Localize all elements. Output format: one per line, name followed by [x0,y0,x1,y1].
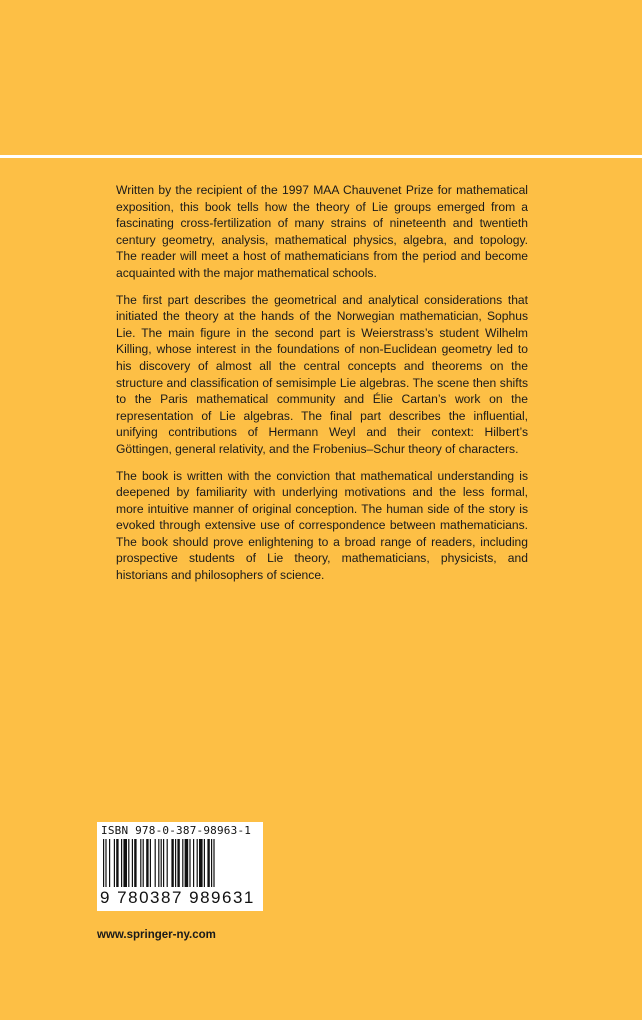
barcode-bar [132,839,133,887]
barcode-bars [101,839,259,887]
blurb-paragraph-2: The first part describes the geometrical and analytical considerations that initiated the theory at the hands of the Norwegian mathematician, Sophus Lie. The main figure in the second part is Weierstrass’s student Wilhelm Killing, whose interest in the foundations of non-Euclidean geometry led to his discovery of almost all the central concepts and theorems on the structure and classification of semisimple Lie algebras. The scene then shifts to the Paris mathematical community and Élie Cartan’s work on the representation of Lie algebras. The final part describes the influential, unifying contributions of Hermann Weyl and their context: Hilbert’s Göttingen, general relativity, and the Frobenius–Schur theory of characters. [116,292,528,456]
barcode-bar [199,839,203,887]
barcode-bar [175,839,176,887]
barcode-bar [163,839,164,887]
barcode-bar [128,839,129,887]
ean-digits: 9 780387 989631 [100,888,255,907]
barcode-bar [213,839,214,887]
barcode-bar [189,839,190,887]
barcode-bar [105,839,106,887]
barcode-bar [123,839,127,887]
barcode-bar [121,839,122,887]
isbn-label: ISBN 978-0-387-98963-1 [101,824,252,837]
barcode-bar [177,839,179,887]
barcode-bar [114,839,115,887]
divider-rule [0,155,642,158]
barcode-bar [140,839,141,887]
barcode-bar [134,839,136,887]
barcode-bar [204,839,205,887]
blurb-paragraph-3: The book is written with the conviction that mathematical understanding is deepened by familiarity with underlying motivations and the less formal, more intuitive manner of original conception. The human side of the story is evoked through extensive use of correspondence between mathematicians. The book should prove enlightening to a broad range of readers, including prospective students of Lie theory, mathematicians, physicists, and historians and philosophers of science. [116,468,528,583]
barcode-bar [158,839,159,887]
isbn-barcode [97,822,263,911]
barcode-bar [197,839,198,887]
barcode-bar [182,839,183,887]
blurb-paragraph-1: Written by the recipient of the 1997 MAA Chauvenet Prize for mathematical exposition, this book tells how the theory of Lie groups emerged from a fascinating cross-fertilization of many strains of nineteenth and twentieth century geometry, analysis, mathematical physics, algebra, and topology. The reader will meet a host of mathematicians from the period and become acquainted with the major mathematical schools. [116,183,528,280]
barcode-bar [207,839,209,887]
barcode-bar [155,839,156,887]
barcode-bar [150,839,151,887]
barcode-bar [193,839,194,887]
barcode-bar [185,839,189,887]
barcode-bar [143,839,144,887]
back-cover-blurb [116,182,528,594]
publisher-url: www.springer-ny.com [97,929,216,941]
barcode-bar [211,839,212,887]
barcode-bar [103,839,104,887]
barcode-bar [171,839,173,887]
barcode-bar [109,839,110,887]
barcode-bar [146,839,148,887]
barcode-bar [116,839,118,887]
barcode-bar [167,839,168,887]
barcode-bar [161,839,162,887]
